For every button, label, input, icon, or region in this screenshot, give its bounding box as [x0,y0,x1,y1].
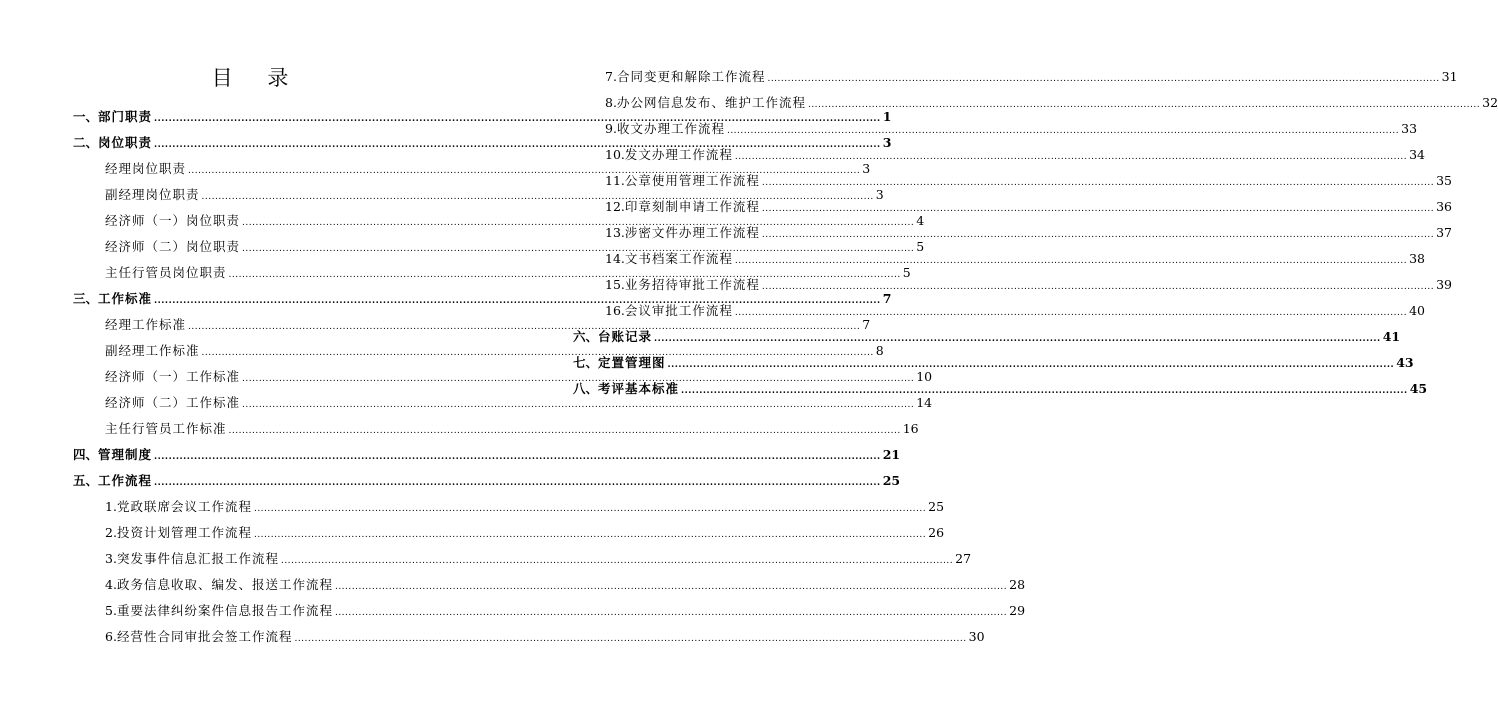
toc-entry-number: 四、 [73,447,99,462]
toc-entry-number: 10. [605,147,625,162]
toc-entry-title: 经济师（二）工作标准 [105,395,241,410]
toc-entry-title: 党政联席会议工作流程 [116,499,252,514]
toc-dot-leader: ........................................................................................................................................................................................................ [242,218,915,228]
toc-dot-leader: ........................................................................................................................................................................................................ [154,114,881,124]
toc-entry[interactable] [573,298,1425,324]
toc-entry[interactable] [573,142,1425,168]
toc-dot-leader: ........................................................................................................................................................................................................ [761,204,1435,214]
toc-page-number: 33 [1401,121,1418,136]
toc-dot-leader: ........................................................................................................................................................................................................ [681,386,1408,396]
toc-entry[interactable] [573,324,1401,350]
toc-page-number: 4 [916,213,925,228]
toc-entry-title: 考评基本标准 [598,381,680,396]
toc-dot-leader: ........................................................................................................................................................................................................ [154,140,881,150]
toc-entry-title: 定置管理图 [598,355,666,370]
toc-dot-leader: ........................................................................................................................................................................................................ [667,360,1395,370]
toc-entry[interactable] [73,546,972,572]
toc-entry-title: 投资计划管理工作流程 [116,525,252,540]
toc-entry-number: 15. [605,277,625,292]
toc-entry[interactable] [73,624,985,650]
toc-page-number: 34 [1409,147,1425,162]
toc-dot-leader: ........................................................................................................................................................................................................ [242,374,915,384]
toc-page-number: 35 [1436,173,1452,188]
toc-entry-number: 4. [105,577,117,592]
toc-entry-number: 二、 [73,135,99,150]
toc-entry[interactable] [573,194,1452,220]
toc-entry-title: 重要法律纠纷案件信息报告工作流程 [116,603,333,618]
toc-entry-number: 七、 [573,355,599,370]
toc-page-number: 45 [1409,381,1428,396]
toc-entry-title: 业务招待审批工作流程 [624,277,760,292]
toc-dot-leader: ........................................................................................................................................................................................................ [767,74,1440,84]
toc-page-number: 25 [882,473,901,488]
toc-entry[interactable] [573,116,1418,142]
toc-entry[interactable] [73,442,901,468]
toc-entry-title: 政务信息收取、编发、报送工作流程 [116,577,333,592]
toc-entry-number: 12. [605,199,625,214]
toc-entry[interactable] [73,494,945,520]
toc-page-number: 32 [1482,95,1498,110]
toc-entry-title: 突发事件信息汇报工作流程 [116,551,279,566]
toc-entry-title: 副经理工作标准 [105,343,200,358]
toc-dot-leader: ........................................................................................................................................................................................................ [761,282,1435,292]
toc-dot-leader: ........................................................................................................................................................................................................ [154,478,881,488]
toc-page-number: 3 [875,187,884,202]
toc-page-number: 3 [882,135,892,150]
toc-page-number: 30 [968,629,985,644]
toc-dot-leader: ........................................................................................................................................................................................................ [201,348,874,358]
toc-entry-number: 八、 [573,381,599,396]
toc-entry-title: 管理制度 [98,447,153,462]
toc-entry[interactable] [73,598,1026,624]
toc-dot-leader: ........................................................................................................................................................................................................ [253,530,927,540]
toc-page-number: 36 [1436,199,1452,214]
toc-entry-number: 9. [605,121,617,136]
toc-dot-leader: ........................................................................................................................................................................................................ [280,556,954,566]
toc-entry[interactable] [73,468,901,494]
toc-entry[interactable] [573,64,1458,90]
toc-entry-title: 合同变更和解除工作流程 [616,69,766,84]
page-title: 目 录 [211,66,303,90]
toc-entry-title: 经营性合同审批会签工作流程 [116,629,293,644]
toc-page-number: 31 [1441,69,1458,84]
toc-entry-number: 11. [605,173,625,188]
toc-entry-number: 三、 [73,291,99,306]
toc-entry-title: 发文办理工作流程 [624,147,733,162]
toc-dot-leader: ........................................................................................................................................................................................................ [242,244,915,254]
toc-page-number: 5 [902,265,911,280]
toc-entry-number: 六、 [573,329,599,344]
toc-entry-number: 7. [605,69,617,84]
toc-page-number: 10 [916,369,933,384]
toc-entry-number: 13. [605,225,625,240]
toc-page-number: 25 [928,499,945,514]
toc-entry-number: 2. [105,525,117,540]
toc-entry-title: 岗位职责 [98,135,153,150]
toc-page-number: 7 [862,317,871,332]
toc-dot-leader: ........................................................................................................................................................................................................ [228,270,901,280]
toc-dot-leader: ........................................................................................................................................................................................................ [154,452,881,462]
toc-page-number: 14 [916,395,933,410]
toc-entry-number: 一、 [73,109,99,124]
toc-dot-leader: ........................................................................................................................................................................................................ [807,100,1481,110]
toc-entry-number: 5. [105,603,117,618]
toc-entry-title: 副经理岗位职责 [105,187,200,202]
toc-right-column [573,64,1498,402]
toc-page-number: 28 [1009,577,1026,592]
toc-entry[interactable] [573,90,1498,116]
toc-entry-title: 台账记录 [598,329,653,344]
toc-dot-leader: ........................................................................................................................................................................................................ [734,308,1408,318]
toc-entry[interactable] [573,168,1452,194]
toc-page-number: 21 [882,447,901,462]
toc-entry-title: 经济师（一）岗位职责 [105,213,241,228]
toc-entry[interactable] [73,572,1026,598]
toc-entry[interactable] [573,246,1425,272]
toc-entry-title: 文书档案工作流程 [624,251,733,266]
toc-entry-title: 部门职责 [98,109,153,124]
toc-entry-number: 6. [105,629,117,644]
toc-entry[interactable] [73,390,933,416]
toc-page-number: 41 [1382,329,1401,344]
toc-entry-title: 公章使用管理工作流程 [624,173,760,188]
toc-page-number: 39 [1436,277,1452,292]
toc-page-number: 3 [862,161,871,176]
toc-dot-leader: ........................................................................................................................................................................................................ [734,256,1408,266]
toc-entry-number: 1. [105,499,117,514]
toc-dot-leader: ........................................................................................................................................................................................................ [188,166,861,176]
toc-page-number: 40 [1409,303,1425,318]
toc-dot-leader: ........................................................................................................................................................................................................ [228,426,901,436]
toc-dot-leader: ........................................................................................................................................................................................................ [294,634,967,644]
toc-entry-title: 经济师（二）岗位职责 [105,239,241,254]
toc-page-number: 29 [1009,603,1026,618]
toc-entry-number: 14. [605,251,625,266]
toc-entry-title: 主任行管员工作标准 [105,421,227,436]
toc-entry-number: 3. [105,551,117,566]
toc-dot-leader: ........................................................................................................................................................................................................ [154,296,881,306]
toc-entry[interactable] [73,416,919,442]
toc-entry-title: 印章刻制申请工作流程 [624,199,760,214]
toc-entry-title: 收文办理工作流程 [616,121,725,136]
toc-entry[interactable] [73,520,945,546]
toc-page-number: 1 [882,109,892,124]
toc-page-number: 26 [928,525,945,540]
toc-entry-title: 经济师（一）工作标准 [105,369,241,384]
toc-page-number: 37 [1436,225,1452,240]
toc-page-number: 5 [916,239,925,254]
toc-entry-title: 涉密文件办理工作流程 [624,225,760,240]
toc-dot-leader: ........................................................................................................................................................................................................ [188,322,861,332]
toc-entry[interactable] [573,350,1414,376]
toc-entry[interactable] [573,220,1452,246]
toc-entry-title: 经理岗位职责 [105,161,187,176]
toc-entry-title: 会议审批工作流程 [624,303,733,318]
toc-entry-title: 主任行管员岗位职责 [105,265,227,280]
toc-dot-leader: ........................................................................................................................................................................................................ [761,230,1435,240]
toc-dot-leader: ........................................................................................................................................................................................................ [761,178,1435,188]
toc-dot-leader: ........................................................................................................................................................................................................ [334,608,1008,618]
toc-dot-leader: ........................................................................................................................................................................................................ [726,126,1400,136]
toc-entry-number: 五、 [73,473,99,488]
toc-entry-title: 经理工作标准 [105,317,187,332]
toc-dot-leader: ........................................................................................................................................................................................................ [334,582,1008,592]
toc-page-number: 27 [955,551,972,566]
toc-entry-title: 工作流程 [98,473,153,488]
toc-dot-leader: ........................................................................................................................................................................................................ [654,334,1381,344]
toc-entry-title: 办公网信息发布、维护工作流程 [616,95,806,110]
toc-dot-leader: ........................................................................................................................................................................................................ [734,152,1408,162]
toc-dot-leader: ........................................................................................................................................................................................................ [201,192,874,202]
toc-page-number: 8 [875,343,884,358]
toc-entry-number: 8. [605,95,617,110]
toc-page-number: 16 [902,421,919,436]
toc-page-number: 38 [1409,251,1425,266]
toc-page-number: 43 [1396,355,1414,370]
toc-entry-number: 16. [605,303,625,318]
toc-dot-leader: ........................................................................................................................................................................................................ [253,504,927,514]
toc-entry-title: 工作标准 [98,291,153,306]
toc-page-number: 7 [882,291,892,306]
toc-entry[interactable] [573,272,1452,298]
toc-dot-leader: ........................................................................................................................................................................................................ [242,400,915,410]
